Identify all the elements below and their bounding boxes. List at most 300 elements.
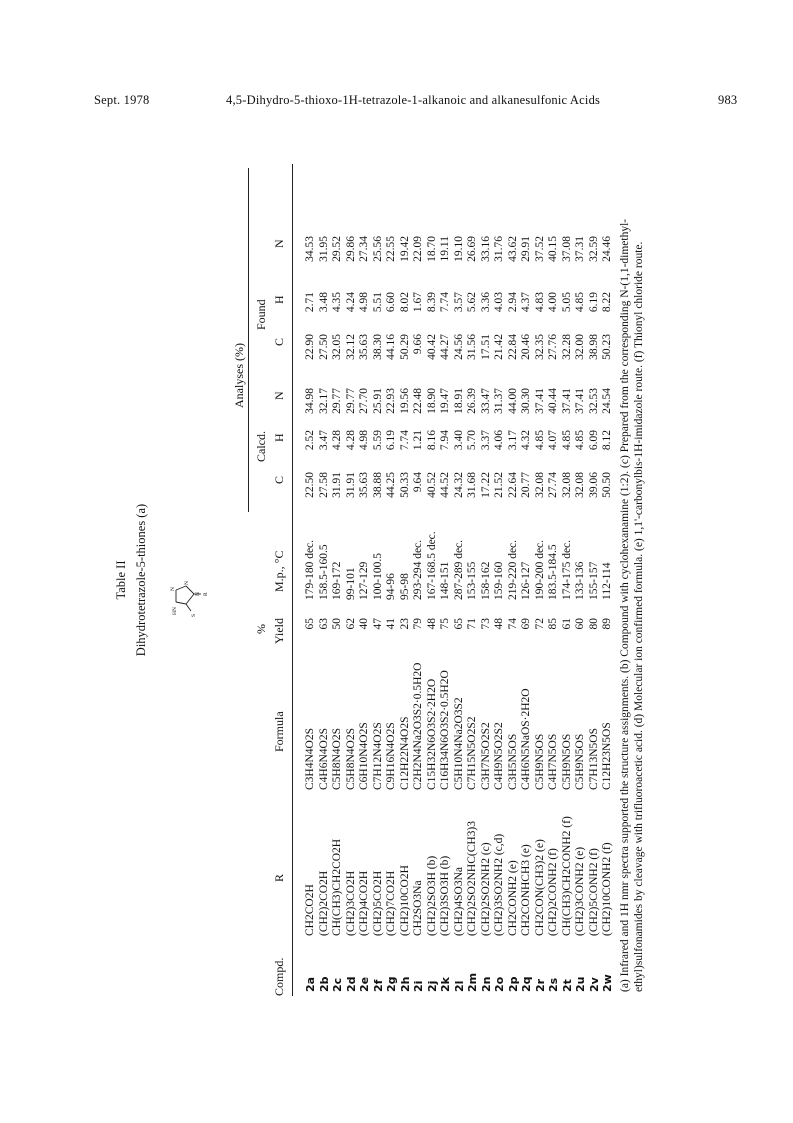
found-c-cell: 24.56 — [452, 334, 465, 360]
r-cell: (CH2)2CONH2 (f) — [547, 848, 559, 936]
yield-cell: 61 — [560, 618, 573, 630]
calcd-n-cell: 19.56 — [398, 388, 411, 414]
r-cell: CH2CONHCH3 (e) — [520, 844, 532, 936]
table-subtitle: Dihydrotetrazole-5-thiones (a) — [134, 503, 148, 657]
found-h-cell: 5.51 — [371, 292, 384, 313]
yield-cell: 85 — [547, 618, 559, 630]
analyses-group-heading: Analyses (%) — [232, 343, 246, 408]
table-row — [345, 140, 358, 1020]
found-h-cell: 4.37 — [520, 292, 532, 313]
mp-cell: 100-100.5 — [371, 553, 384, 600]
calcd-c-heading: C — [272, 475, 286, 484]
found-n-cell: 43.62 — [506, 236, 519, 262]
r-cell: (CH2)3SO2NH2 (c,d) — [493, 833, 505, 936]
calcd-n-cell: 37.41 — [560, 388, 573, 414]
calcd-c-cell: 27.58 — [317, 472, 330, 498]
found-h-cell: 7.74 — [439, 292, 451, 313]
calcd-h-cell: 3.17 — [506, 430, 519, 451]
mp-cell: 174-175 dec. — [560, 539, 573, 600]
table-row — [412, 140, 425, 1020]
found-c-heading: C — [272, 337, 286, 346]
formula-cell: C5H8N4O2S — [344, 728, 357, 790]
mp-cell: 158.5-160.5 — [317, 544, 330, 600]
calcd-c-cell: 39.06 — [587, 472, 600, 498]
found-h-cell: 2.71 — [304, 292, 316, 313]
calcd-h-cell: 4.85 — [533, 430, 546, 451]
mp-cell: 94-96 — [385, 573, 397, 600]
found-n-cell: 32.59 — [587, 236, 600, 262]
table-row — [466, 140, 479, 1020]
yield-percent-heading: % — [254, 624, 268, 634]
found-h-cell: 4.00 — [547, 292, 559, 313]
calcd-n-cell: 26.39 — [466, 388, 478, 414]
calcd-c-cell: 44.52 — [439, 472, 451, 498]
formula-cell: C5H9N5OS — [560, 733, 573, 790]
calcd-c-cell: 31.68 — [466, 472, 478, 498]
yield-cell: 80 — [587, 618, 600, 630]
page-number: 983 — [718, 93, 738, 107]
found-c-cell: 17.51 — [479, 334, 492, 360]
calcd-h-cell: 4.06 — [493, 430, 505, 451]
compd-cell: 2b — [317, 976, 331, 992]
compd-column-heading: Compd. — [272, 957, 286, 996]
calcd-c-cell: 22.64 — [506, 472, 519, 498]
formula-column-heading: Formula — [272, 711, 286, 752]
formula-cell: C15H32N6O3S2·2H2O — [425, 678, 438, 790]
calcd-c-cell: 50.50 — [601, 472, 613, 498]
calcd-n-cell: 18.91 — [452, 388, 465, 414]
calcd-group-heading: Calcd. — [254, 431, 268, 462]
r-cell: CH(CH3)CH2CONH2 (f) — [560, 816, 573, 936]
mp-cell: 190-200 dec. — [533, 539, 546, 600]
found-c-cell: 50.23 — [601, 334, 613, 360]
formula-cell: C12H23N5OS — [601, 722, 613, 790]
found-c-cell: 32.05 — [331, 334, 343, 360]
mp-cell: 126-127 — [520, 561, 532, 600]
found-n-heading: N — [272, 239, 286, 248]
formula-cell: C3H4N4O2S — [304, 728, 316, 790]
found-h-cell: 8.02 — [398, 292, 411, 313]
yield-cell: 72 — [533, 618, 546, 630]
yield-cell: 60 — [574, 618, 586, 630]
calcd-n-cell: 19.47 — [439, 388, 451, 414]
compd-cell: 2p — [506, 976, 520, 992]
table-row — [439, 140, 452, 1020]
calcd-h-cell: 4.07 — [547, 430, 559, 451]
formula-cell: C7H15N5O2S2 — [466, 716, 478, 790]
calcd-h-cell: 8.16 — [425, 430, 438, 451]
found-h-cell: 4.35 — [331, 292, 343, 313]
calcd-h-cell: 4.98 — [358, 430, 370, 451]
calcd-n-cell: 22.93 — [385, 388, 397, 414]
yield-cell: 65 — [452, 618, 465, 630]
structure-label-n-bottom: N — [195, 592, 201, 596]
calcd-c-cell: 38.88 — [371, 472, 384, 498]
found-c-cell: 38.98 — [587, 334, 600, 360]
table-row — [561, 140, 574, 1020]
calcd-h-cell: 8.12 — [601, 430, 613, 451]
r-cell: (CH2)2CO2H — [317, 870, 330, 936]
found-c-cell: 35.63 — [358, 334, 370, 360]
mp-column-heading: M.p., °C — [272, 550, 286, 592]
found-n-cell: 25.56 — [371, 236, 384, 262]
found-n-cell: 31.95 — [317, 236, 330, 262]
found-n-cell: 22.55 — [385, 236, 397, 262]
formula-cell: C3H7N5O2S2 — [479, 722, 492, 790]
r-cell: CH2SO3Na — [412, 880, 424, 936]
mp-cell: 219-220 dec. — [506, 539, 519, 600]
mp-cell: 155-157 — [587, 561, 600, 600]
found-h-cell: 4.83 — [533, 292, 546, 313]
formula-cell: C2H2N4Na2O3S2·0.5H2O — [412, 662, 424, 790]
calcd-h-cell: 6.19 — [385, 430, 397, 451]
yield-cell: 69 — [520, 618, 532, 630]
found-n-cell: 29.91 — [520, 236, 532, 262]
compd-cell: 2h — [398, 976, 412, 992]
found-h-cell: 6.60 — [385, 292, 397, 313]
found-n-cell: 34.53 — [304, 236, 316, 262]
found-c-cell: 22.84 — [506, 334, 519, 360]
r-cell: (CH2)4CO2H — [358, 870, 370, 936]
footnote-line-1: (a) Infrared and 1H nmr spectra supported the structure assignments. (b) Compound with cyclohexanamine (1:2). (c) Prepared from the corresponding N-(1,1-dimethyl- — [619, 218, 631, 992]
footnote-line-2: ethyl)sulfonamides by cleavage with trifluoroacetic acid. (d) Molecular ion confirmed formula. (e) 1,1'-carbonylbis-1H-imidazole route. (f) Thionyl chloride route. — [633, 241, 645, 992]
calcd-h-cell: 4.85 — [560, 430, 573, 451]
calcd-c-cell: 20.77 — [520, 472, 532, 498]
found-n-cell: 33.16 — [479, 236, 492, 262]
table-row — [358, 140, 371, 1020]
table-row — [574, 140, 587, 1020]
compd-cell: 2t — [560, 979, 574, 992]
found-n-cell: 27.34 — [358, 236, 370, 262]
r-cell: (CH2)2SO2NHC(CH3)3 — [466, 821, 478, 936]
calcd-n-cell: 18.90 — [425, 388, 438, 414]
table-row — [493, 140, 506, 1020]
compd-cell: 2u — [574, 976, 587, 992]
mp-cell: 112-114 — [601, 562, 613, 600]
yield-cell: 47 — [371, 618, 384, 630]
found-c-cell: 20.46 — [520, 334, 532, 360]
mp-cell: 95-98 — [398, 573, 411, 600]
mp-cell: 158-162 — [479, 561, 492, 600]
calcd-h-cell: 5.59 — [371, 430, 384, 451]
r-cell: (CH2)3CONH2 (e) — [574, 846, 586, 936]
compd-cell: 2g — [385, 976, 398, 992]
yield-cell: 73 — [479, 618, 492, 630]
formula-cell: C12H22N4O2S — [398, 716, 411, 790]
found-h-cell: 1.67 — [412, 292, 424, 313]
compd-cell: 2e — [358, 976, 371, 992]
formula-cell: C3H5N5OS — [506, 733, 519, 790]
calcd-n-cell: 27.70 — [358, 388, 370, 414]
table-row — [372, 140, 385, 1020]
found-c-cell: 27.76 — [547, 334, 559, 360]
formula-cell: C4H9N5O2S2 — [493, 722, 505, 790]
compd-cell: 2a — [304, 976, 317, 992]
tetrazole-structure-diagram — [164, 566, 208, 620]
calcd-h-cell: 5.70 — [466, 430, 478, 451]
table-row — [385, 140, 398, 1020]
found-c-cell: 21.42 — [493, 334, 505, 360]
table-row — [453, 140, 466, 1020]
table-row — [507, 140, 520, 1020]
table-row — [547, 140, 560, 1020]
calcd-c-cell: 22.50 — [304, 472, 316, 498]
compd-cell: 2f — [371, 979, 385, 992]
formula-cell: C5H8N4O2S — [331, 728, 343, 790]
found-h-cell: 3.57 — [452, 292, 465, 313]
calcd-h-cell: 7.74 — [398, 430, 411, 451]
r-cell: (CH2)10CONH2 (f) — [601, 842, 613, 936]
compd-cell: 2o — [493, 976, 506, 992]
found-n-cell: 40.15 — [547, 236, 559, 262]
calcd-c-cell: 40.52 — [425, 472, 438, 498]
compd-cell: 2q — [520, 976, 533, 992]
table-row — [331, 140, 344, 1020]
formula-cell: C9H16N4O2S — [385, 722, 397, 790]
found-h-cell: 6.19 — [587, 292, 600, 313]
calcd-n-cell: 37.41 — [533, 388, 546, 414]
found-group-heading: Found — [254, 299, 268, 330]
table-row — [304, 140, 317, 1020]
calcd-n-cell: 32.17 — [317, 388, 330, 414]
r-cell: CH2CO2H — [304, 884, 316, 936]
found-n-cell: 19.42 — [398, 236, 411, 262]
mp-cell: 179-180 dec. — [304, 539, 316, 600]
formula-cell: C4H6N4O2S — [317, 728, 330, 790]
r-cell: (CH2)3SO3H (b) — [439, 855, 451, 936]
structure-label-n-right: N — [184, 581, 190, 585]
calcd-c-cell: 31.91 — [331, 472, 343, 498]
found-h-cell: 8.22 — [601, 292, 613, 313]
found-h-cell: 3.48 — [317, 292, 330, 313]
mp-cell: 287-289 dec. — [452, 539, 465, 600]
found-h-cell: 4.24 — [344, 292, 357, 313]
compd-cell: 2c — [331, 977, 344, 992]
r-cell: (CH2)2SO2NH2 (c) — [479, 842, 492, 936]
found-n-cell: 19.10 — [452, 236, 465, 262]
mp-cell: 153-155 — [466, 561, 478, 600]
yield-cell: 74 — [506, 618, 519, 630]
table-row — [318, 140, 331, 1020]
found-h-heading: H — [272, 295, 286, 304]
compd-cell: 2w — [601, 974, 614, 992]
formula-cell: C16H34N6O3S2·0.5H2O — [439, 670, 451, 790]
table-row — [520, 140, 533, 1020]
compd-cell: 2i — [412, 980, 425, 992]
structure-label-n-top: N — [170, 587, 176, 591]
found-n-cell: 18.70 — [425, 236, 438, 262]
calcd-c-cell: 32.08 — [533, 472, 546, 498]
calcd-n-cell: 34.98 — [304, 388, 316, 414]
found-n-cell: 22.09 — [412, 236, 424, 262]
yield-cell: 41 — [385, 618, 397, 630]
table-row — [426, 140, 439, 1020]
calcd-n-cell: 40.44 — [547, 388, 559, 414]
mp-cell: 127-129 — [358, 561, 370, 600]
found-n-cell: 31.76 — [493, 236, 505, 262]
compd-cell: 2j — [425, 980, 439, 992]
formula-cell: C5H10N4Na2O3S2 — [452, 697, 465, 790]
found-h-cell: 4.03 — [493, 292, 505, 313]
table-row — [588, 140, 601, 1020]
mp-cell: 133-136 — [574, 561, 586, 600]
calcd-c-cell: 31.91 — [344, 472, 357, 498]
found-n-cell: 29.86 — [344, 236, 357, 262]
formula-cell: C5H9N5OS — [533, 733, 546, 790]
calcd-h-heading: H — [272, 433, 286, 442]
found-n-cell: 37.52 — [533, 236, 546, 262]
calcd-c-cell: 9.64 — [412, 472, 424, 493]
mp-cell: 293-294 dec. — [412, 539, 424, 600]
calcd-h-cell: 3.40 — [452, 430, 465, 451]
table-row — [534, 140, 547, 1020]
rotated-table-block — [96, 140, 696, 1020]
found-n-cell: 29.52 — [331, 236, 343, 262]
yield-cell: 23 — [398, 618, 411, 630]
calcd-n-cell: 25.91 — [371, 388, 384, 414]
found-c-cell: 38.30 — [371, 334, 384, 360]
calcd-c-cell: 35.63 — [358, 472, 370, 498]
r-cell: (CH2)2SO3H (b) — [425, 855, 438, 936]
calcd-h-cell: 1.21 — [412, 430, 424, 451]
found-h-cell: 8.39 — [425, 292, 438, 313]
r-cell: (CH2)10CO2H — [398, 865, 411, 936]
found-c-cell: 44.27 — [439, 334, 451, 360]
compd-cell: 2l — [452, 980, 466, 992]
structure-label-s: S — [191, 613, 197, 617]
r-cell: (CH2)5CONH2 (f) — [587, 848, 600, 936]
calcd-c-cell: 44.25 — [385, 472, 397, 498]
calcd-n-cell: 29.77 — [344, 388, 357, 414]
formula-cell: C4H7N5OS — [547, 733, 559, 790]
yield-cell: 62 — [344, 618, 357, 630]
yield-cell: 63 — [317, 618, 330, 630]
compd-cell: 2n — [479, 976, 493, 992]
mp-cell: 167-168.5 dec. — [425, 531, 438, 600]
mp-cell: 169-172 — [331, 561, 343, 600]
calcd-n-cell: 37.41 — [574, 388, 586, 414]
found-c-cell: 32.35 — [533, 334, 546, 360]
found-h-cell: 5.62 — [466, 292, 478, 313]
compd-cell: 2v — [587, 977, 601, 992]
header-rule — [292, 164, 293, 996]
calcd-n-cell: 32.53 — [587, 388, 600, 414]
calcd-n-cell: 29.77 — [331, 388, 343, 414]
r-cell: (CH2)5CO2H — [371, 870, 384, 936]
table-row — [399, 140, 412, 1020]
calcd-n-cell: 24.54 — [601, 388, 613, 414]
calcd-h-cell: 7.94 — [439, 430, 451, 451]
calcd-h-cell: 4.32 — [520, 430, 532, 451]
compd-cell: 2s — [547, 977, 560, 992]
calcd-n-cell: 22.48 — [412, 388, 424, 414]
calcd-h-cell: 3.47 — [317, 430, 330, 451]
found-c-cell: 22.90 — [304, 334, 316, 360]
formula-cell: C4H6N5NaOS·2H2O — [520, 688, 532, 790]
found-h-cell: 2.94 — [506, 292, 519, 313]
found-h-cell: 3.36 — [479, 292, 492, 313]
found-c-cell: 50.29 — [398, 334, 411, 360]
found-h-cell: 4.98 — [358, 292, 370, 313]
calcd-c-cell: 50.33 — [398, 472, 411, 498]
found-n-cell: 19.11 — [439, 236, 451, 262]
calcd-c-cell: 17.22 — [479, 472, 492, 498]
found-c-cell: 9.66 — [412, 334, 424, 355]
compd-cell: 2r — [533, 978, 547, 992]
formula-cell: C7H12N4O2S — [371, 722, 384, 790]
r-cell: CH2CONH2 (e) — [506, 860, 519, 936]
r-cell: CH(CH3)CH2CO2H — [331, 838, 343, 936]
analyses-rule — [248, 168, 249, 512]
r-cell: (CH2)4SO3Na — [452, 867, 465, 936]
yield-cell: 89 — [601, 618, 613, 630]
r-cell: CH2CON(CH3)2 (e) — [533, 839, 546, 936]
compd-cell: 2m — [466, 972, 479, 992]
calcd-n-cell: 44.00 — [506, 388, 519, 414]
journal-date: Sept. 1978 — [94, 93, 150, 107]
calcd-n-cell: 31.37 — [493, 388, 505, 414]
formula-cell: C7H13N5OS — [587, 728, 600, 790]
r-cell: (CH2)7CO2H — [385, 870, 397, 936]
found-c-cell: 31.56 — [466, 334, 478, 360]
found-n-cell: 37.31 — [574, 236, 586, 262]
compd-cell: 2d — [344, 976, 358, 992]
structure-label-r: R — [203, 592, 209, 596]
calcd-h-cell: 6.09 — [587, 430, 600, 451]
calcd-n-cell: 30.30 — [520, 388, 532, 414]
calcd-h-cell: 2.52 — [304, 430, 316, 451]
found-c-cell: 32.12 — [344, 334, 357, 360]
calcd-c-cell: 27.74 — [547, 472, 559, 498]
table-row — [601, 140, 614, 1020]
yield-cell: 71 — [466, 618, 478, 630]
found-c-cell: 32.28 — [560, 334, 573, 360]
calcd-c-cell: 32.08 — [574, 472, 586, 498]
table-row — [480, 140, 493, 1020]
mp-cell: 99-101 — [344, 567, 357, 600]
calcd-c-cell: 24.32 — [452, 472, 465, 498]
found-h-cell: 4.85 — [574, 292, 586, 313]
compd-cell: 2k — [439, 977, 452, 992]
yield-column-heading: Yield — [272, 618, 286, 644]
calcd-h-cell: 4.28 — [331, 430, 343, 451]
yield-cell: 65 — [304, 618, 316, 630]
running-title: 4,5-Dihydro-5-thioxo-1H-tetrazole-1-alkanoic and alkanesulfonic Acids — [226, 93, 601, 107]
yield-cell: 48 — [493, 618, 505, 630]
yield-cell: 75 — [439, 618, 451, 630]
calcd-n-cell: 33.47 — [479, 388, 492, 414]
calcd-h-cell: 4.85 — [574, 430, 586, 451]
found-c-cell: 40.42 — [425, 334, 438, 360]
found-h-cell: 5.05 — [560, 292, 573, 313]
table-title: Table II — [114, 560, 128, 600]
r-column-heading: R — [272, 873, 286, 882]
calcd-h-cell: 4.28 — [344, 430, 357, 451]
table-footnotes — [618, 162, 646, 992]
found-n-cell: 24.46 — [601, 236, 613, 262]
found-c-cell: 44.16 — [385, 334, 397, 360]
found-n-cell: 26.69 — [466, 236, 478, 262]
found-c-cell: 32.00 — [574, 334, 586, 360]
formula-cell: C6H10N4O2S — [358, 722, 370, 790]
yield-cell: 40 — [358, 618, 370, 630]
r-cell: (CH2)3CO2H — [344, 870, 357, 936]
yield-cell: 50 — [331, 618, 343, 630]
yield-cell: 79 — [412, 618, 424, 630]
found-c-cell: 27.50 — [317, 334, 330, 360]
calcd-h-cell: 3.37 — [479, 430, 492, 451]
yield-cell: 48 — [425, 618, 438, 630]
